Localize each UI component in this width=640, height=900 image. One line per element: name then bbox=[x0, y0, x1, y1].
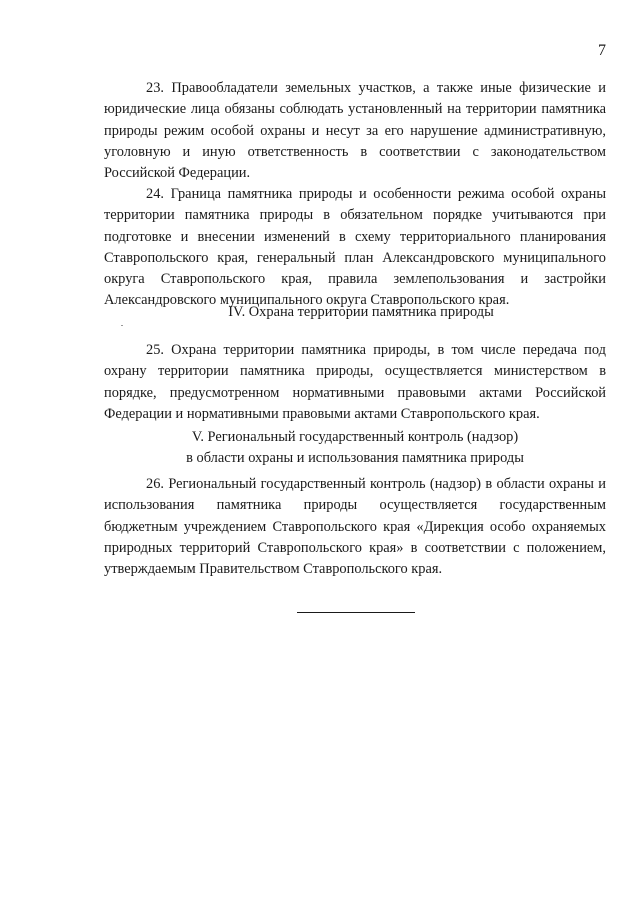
page-number: 7 bbox=[598, 42, 606, 59]
paragraph-23: 23. Правообладатели земельных участков, а также иные физические и юридические лица обязаны соблюдать установленный на территории памятника природы режим особой охраны и несут за его нарушение административную, уголовную и иную ответственность в соответствии с законодательством Российской Федерации. bbox=[104, 80, 606, 182]
section-5-heading-line-1: V. Региональный государственный контроль (надзор) bbox=[191, 429, 519, 445]
paragraph-25: 25. Охрана территории памятника природы, в том числе передача под охрану территории памятника природы, осуществляется министерством в порядке, предусмотренном нормативными правовыми актами Российской Федерации и нормативными правовыми актами Ставропольского края. bbox=[104, 342, 606, 422]
paragraph-24: 24. Граница памятника природы и особенности режима особой охраны территории памятника природы в обязательном порядке учитываются при подготовке и внесении изменений в схему территориального планирования Ставропольского края, генеральный план Александровского муниципального округа Ставропольского края, правила землепользования и застройки Александровского муниципального округа Ставропольского края. bbox=[104, 186, 606, 309]
section-5-heading bbox=[104, 427, 606, 470]
section-5-heading-line-2: в области охраны и использования памятника природы bbox=[186, 450, 524, 467]
scan-speck bbox=[121, 325, 123, 326]
section-4-heading: IV. Охрана территории памятника природы bbox=[228, 304, 494, 320]
closing-rule bbox=[297, 612, 415, 613]
paragraph-26: 26. Региональный государственный контроль (надзор) в области охраны и использования памятника природы осуществляется государственным бюджетным учреждением Ставропольского края «Дирекция особо охраняемых природных территорий Ставропольского края» в соответствии с положением, утверждаемым Правительством Ставропольского края. bbox=[104, 476, 606, 578]
